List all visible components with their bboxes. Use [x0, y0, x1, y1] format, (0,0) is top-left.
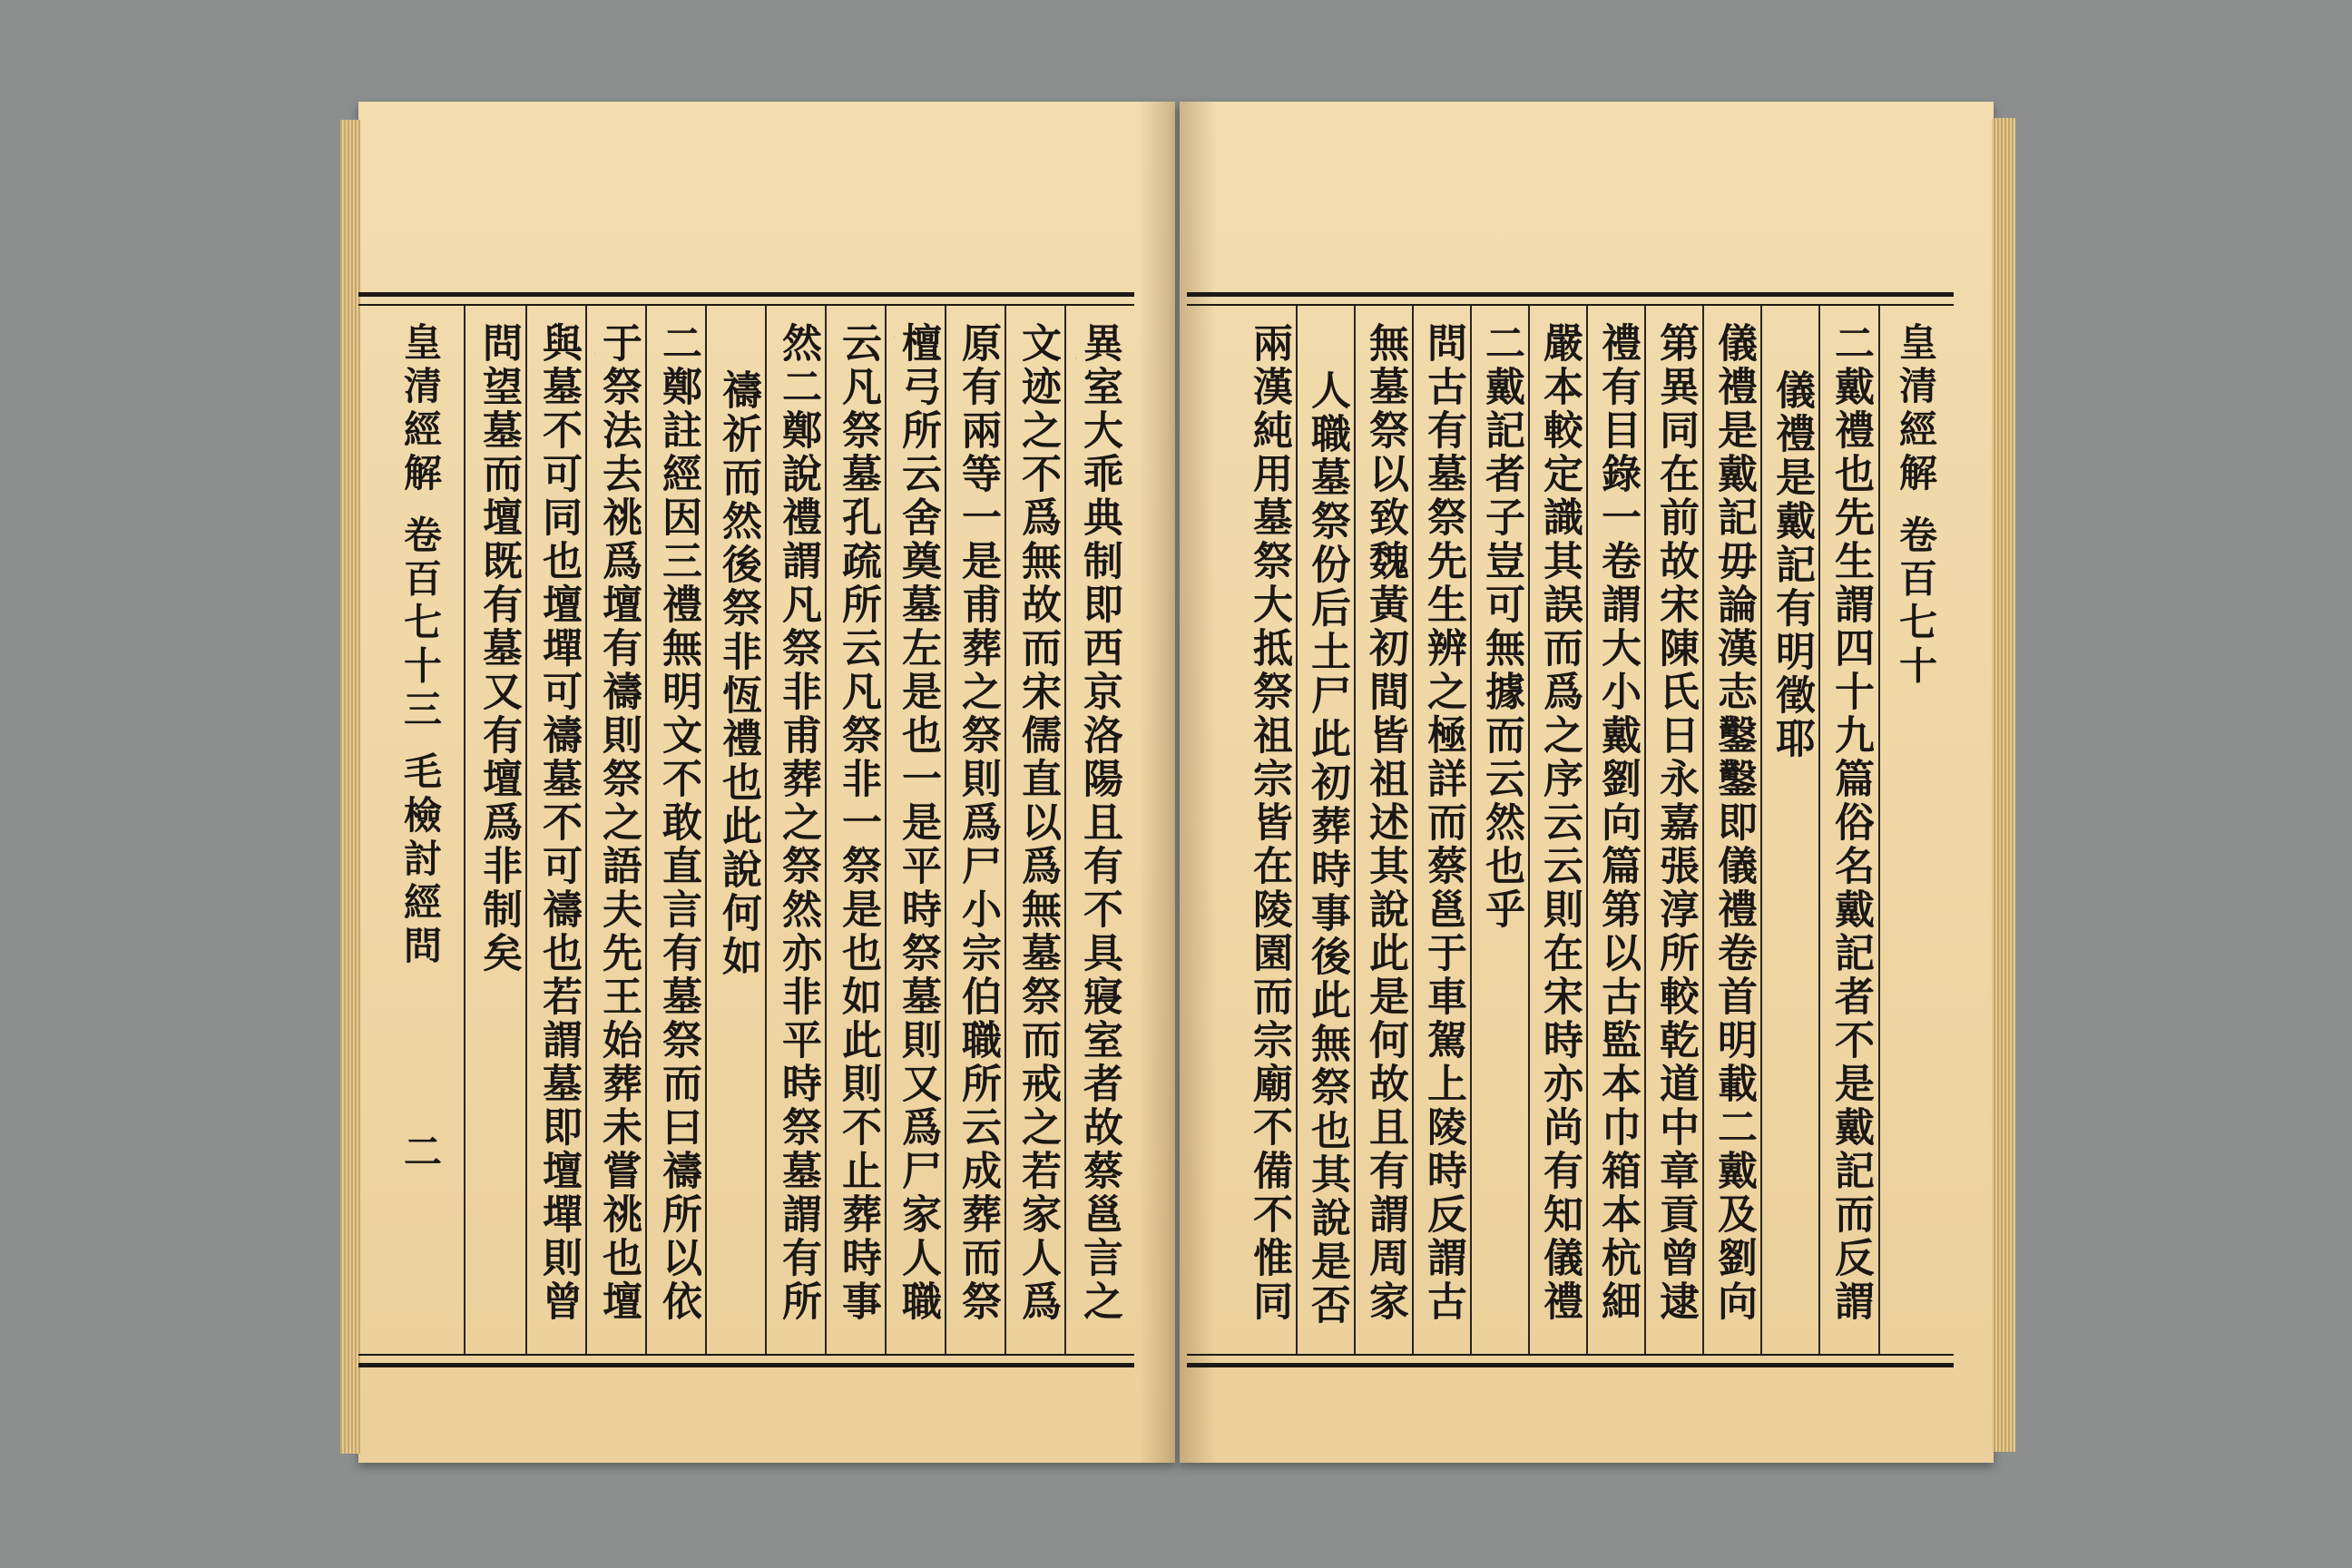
- left-column-11: 問望墓而壇既有墓又有壇爲非制矣: [475, 322, 522, 975]
- column-rule: [1296, 306, 1298, 1354]
- right-column-7: 二戴記者子豈可無據而云然也乎: [1478, 322, 1524, 932]
- column-rule: [1760, 306, 1762, 1354]
- column-rule: [765, 306, 767, 1354]
- left-column-2: 文迹之不爲無故而宋儒直以爲無墓祭而戒之若家人爲: [1014, 322, 1061, 1324]
- column-rule: [585, 306, 587, 1354]
- left-column-3: 原有兩等一是甫葬之祭則爲尸小宗伯職所云成葬而祭: [955, 322, 1001, 1324]
- column-rule: [1702, 306, 1704, 1354]
- right-column-10: 人職墓祭份后土尸此初葬時事後此無祭也其說是否: [1304, 369, 1350, 1328]
- column-rule: [825, 306, 827, 1354]
- left-column-1: 異室大乖典制即西京洛陽且有不具寢室者故蔡邕言之: [1076, 322, 1122, 1324]
- column-rule: [645, 306, 647, 1354]
- column-rule: [464, 306, 466, 1354]
- open-book: [358, 102, 1994, 1463]
- left-column-4: 檀弓所云舍奠墓左是也一是平時祭墓則又爲尸家人職: [895, 322, 941, 1324]
- column-rule: [525, 306, 527, 1354]
- column-rule: [1528, 306, 1530, 1354]
- right-column-2: 儀禮是戴記有明徵耶: [1769, 369, 1815, 761]
- column-rule: [1004, 306, 1006, 1354]
- left-text-frame: [358, 292, 1134, 1367]
- right-column-6: 嚴本較定識其誤而爲之序云云則在宋時亦尚有知儀禮: [1536, 322, 1583, 1324]
- right-column-11: 兩漢純用墓祭大抵祭祖宗皆在陵園而宗廟不備不惟同: [1246, 322, 1292, 1324]
- right-column-5: 禮有目錄一卷謂大小戴劉向篇第以古監本巾箱本杭細: [1594, 322, 1641, 1324]
- column-rule: [1354, 306, 1356, 1354]
- left-column-9: 于祭法去祧爲壇有禱則祭之語夫先王始葬未嘗祧也壇: [595, 322, 642, 1324]
- left-margin-title: 皇清經解 卷百七十三 毛檢討經問: [398, 322, 443, 970]
- column-rule: [945, 306, 946, 1354]
- left-column-7: 禱祈而然後祭非恆禮也此說何如: [715, 369, 761, 979]
- right-page: [1180, 102, 1994, 1463]
- column-rule: [1412, 306, 1414, 1354]
- right-column-3: 儀禮是戴記毋論漢志鑿鑿即儀禮卷首明載二戴及劉向: [1710, 322, 1757, 1324]
- column-rule: [1818, 306, 1820, 1354]
- right-column-1: 二戴禮也先生謂四十九篇俗名戴記者不是戴記而反謂: [1828, 322, 1874, 1324]
- right-margin-title: 皇清經解 卷百七十: [1894, 322, 1938, 690]
- folio-number: 二: [398, 1132, 443, 1175]
- left-column-10: 與墓不可同也壇墠可禱墓不可禱也若謂墓即壇墠則曾: [535, 322, 582, 1324]
- left-column-5: 云凡祭墓孔疏所云凡祭非一祭是也如此則不止葬時事: [835, 322, 881, 1324]
- column-rule: [705, 306, 707, 1354]
- left-column-8: 二鄭註經因三禮無明文不敢直言有墓祭而曰禱所以依: [655, 322, 701, 1324]
- column-rule: [1878, 306, 1880, 1354]
- column-rule: [1586, 306, 1588, 1354]
- column-rule: [1064, 306, 1066, 1354]
- right-column-9: 無墓祭以致魏黃初間皆祖述其說此是何故且有謂周家: [1362, 322, 1408, 1324]
- column-rule: [1644, 306, 1646, 1354]
- left-page-edges: [340, 120, 360, 1454]
- right-column-8: 問古有墓祭先生辨之極詳而蔡邕于車駕上陵時反謂古: [1420, 322, 1466, 1324]
- right-column-4: 第異同在前故宋陳氏日永嘉張淳所較乾道中章貢曾逮: [1652, 322, 1699, 1324]
- right-text-frame: [1187, 292, 1954, 1367]
- left-column-6: 然二鄭說禮謂凡祭非甫葬之祭然亦非平時祭墓謂有所: [775, 322, 821, 1324]
- column-rule: [885, 306, 887, 1354]
- right-page-edges: [1992, 118, 2015, 1452]
- column-rule: [1470, 306, 1472, 1354]
- left-page: [358, 102, 1175, 1463]
